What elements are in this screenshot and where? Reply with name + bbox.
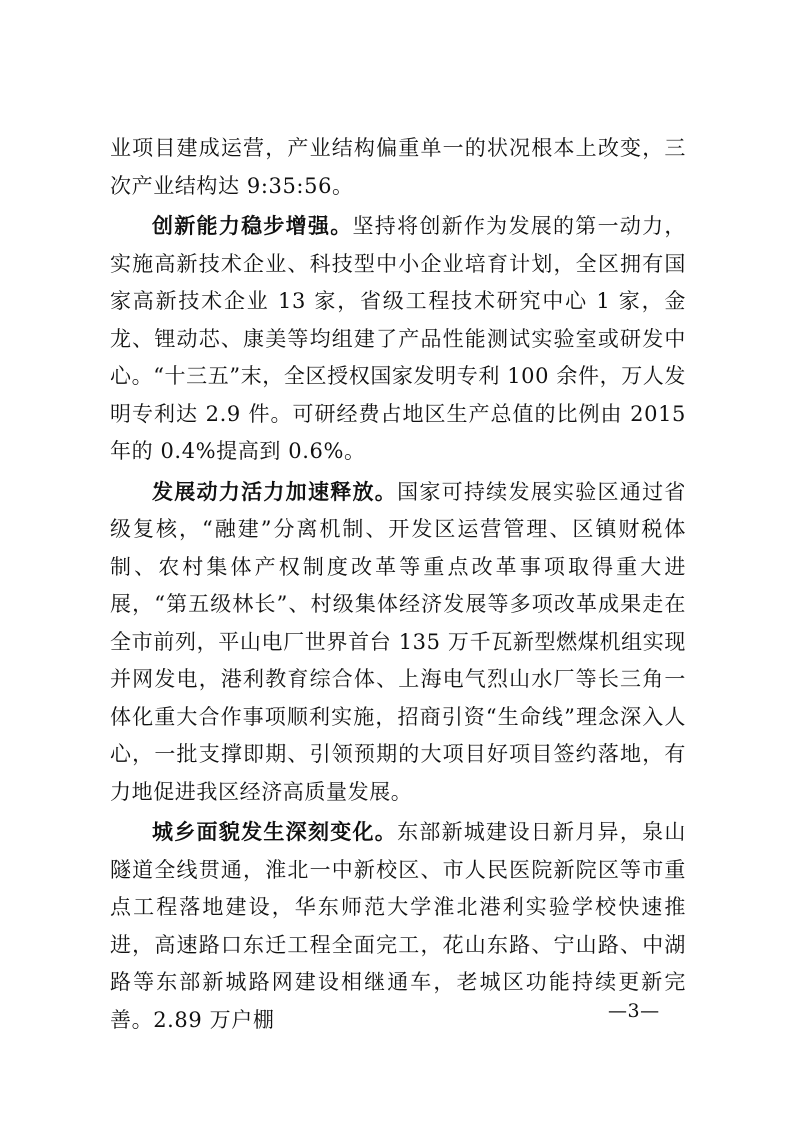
page-number: —3— — [608, 1000, 660, 1022]
paragraph-lead: 城乡面貌发生深刻变化。 — [152, 820, 398, 844]
paragraph-reform — [110, 474, 686, 812]
paragraph-lead: 创新能力稳步增强。 — [152, 214, 353, 238]
paragraph-text: 坚持将创新作为发展的第一动力，实施高新技术企业、科技型中小企业培育计划，全区拥有国家高新技术企业 13 家，省级工程技术研究中心 1 家，金龙、锂动芯、康美等均组建了产品性能测试实验室或研发中心。“十三五”末，全区授权国家发明专利 100 余件，万人发明专利达 2.9 件。可研经费占地区生产总值的比例由 2015 年的 0.4%提高到 0.6%。 — [110, 214, 687, 463]
paragraph-text: 东部新城建设日新月异，泉山隧道全线贯通，淮北一中新校区、市人民医院新院区等市重点工程落地建设，华东师范大学淮北港利实验学校快速推进，高速路口东迁工程全面完工，花山东路、宁山路、中湖路等东部新城路网建设相继通车，老城区功能持续更新完善。2.89 万户棚 — [110, 820, 686, 1032]
paragraph-text: 国家可持续发展实验区通过省级复核，“融建”分离机制、开发区运营管理、区镇财税体制、农村集体产权制度改革等重点改革事项取得重大进展，“第五级林长”、村级集体经济发展等多项改革成果走在全市前列，平山电厂世界首台 135 万千瓦新型燃煤机组实现并网发电，港利教育综合体、上海电气烈山水厂等长三角一体化重大合作事项顺利实施，招商引资“生命线”理念深入人心，一批支撑即期、引领预期的大项目好项目签约落地，有力地促进我区经济高质量发展。 — [110, 479, 686, 804]
paragraph-continuation — [110, 130, 686, 205]
document-body — [110, 130, 686, 1039]
paragraph-lead: 发展动力活力加速释放。 — [152, 479, 398, 504]
paragraph-urban-rural — [110, 814, 686, 1039]
paragraph-innovation — [110, 208, 686, 471]
paragraph-text: 业项目建成运营，产业结构偏重单一的状况根本上改变，三次产业结构达 9:35:56。 — [110, 136, 686, 198]
